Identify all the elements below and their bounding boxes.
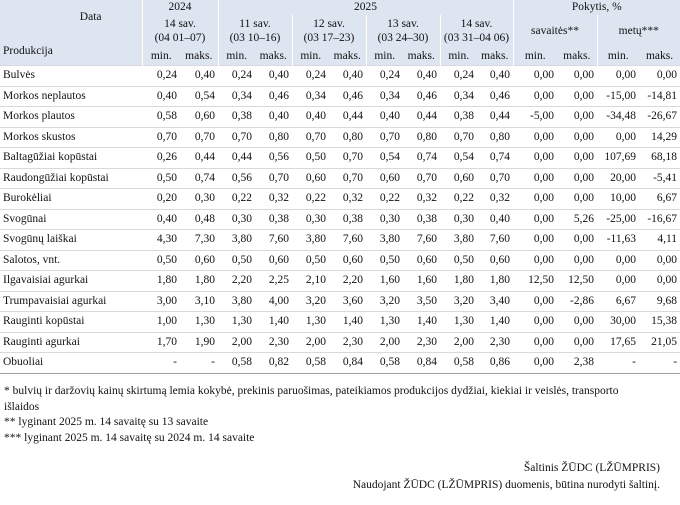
min-price-cell: 0,24 <box>218 66 255 87</box>
max-price-cell: 0,80 <box>477 127 513 148</box>
product-name: Svogūnų laiškai <box>0 230 142 251</box>
min-price-cell: 0,70 <box>366 127 403 148</box>
footnote: ** lyginant 2025 m. 14 savaitę su 13 savaite <box>4 416 209 428</box>
max-price-cell: 0,00 <box>557 250 597 271</box>
max-price-cell: 0,60 <box>180 250 218 271</box>
max-price-cell: -2,86 <box>557 291 597 312</box>
max-price-cell: 2,25 <box>255 271 292 292</box>
max-price-cell: 1,90 <box>180 332 218 353</box>
max-price-cell: 2,30 <box>329 332 366 353</box>
week-header: 13 sav. (03 24–30) <box>366 15 440 47</box>
min-price-cell: 0,00 <box>513 66 557 87</box>
min-price-cell: 0,58 <box>142 107 180 128</box>
min-price-cell: 0,24 <box>440 66 477 87</box>
min-price-cell: 0,60 <box>366 168 403 189</box>
min-price-cell: 0,00 <box>513 250 557 271</box>
max-price-cell: 0,40 <box>477 209 513 230</box>
product-name: Rauginti kopūstai <box>0 312 142 333</box>
max-price-cell: -26,67 <box>639 107 680 128</box>
yearly-change-header: metų*** <box>597 15 680 47</box>
max-price-cell: 0,80 <box>403 127 440 148</box>
max-price-cell: 0,00 <box>639 271 680 292</box>
max-price-cell: 0,40 <box>403 66 440 87</box>
max-price-cell: 0,70 <box>477 168 513 189</box>
min-price-cell: 0,34 <box>366 86 403 107</box>
min-price-cell: 0,00 <box>597 127 639 148</box>
max-price-cell: 1,30 <box>180 312 218 333</box>
min-price-cell: 0,40 <box>142 86 180 107</box>
min-price-cell: - <box>142 353 180 374</box>
min-price-cell: 0,44 <box>218 148 255 169</box>
min-price-cell: 10,00 <box>597 189 639 210</box>
table-row <box>0 107 680 128</box>
max-price-cell: 0,00 <box>557 127 597 148</box>
min-price-cell: 0,24 <box>292 66 329 87</box>
table-row <box>0 168 680 189</box>
max-price-cell: 0,46 <box>329 86 366 107</box>
min-header: min. <box>218 47 255 66</box>
week-header: 14 sav. (04 01–07) <box>142 15 218 47</box>
max-price-cell: 3,50 <box>403 291 440 312</box>
min-price-cell: 3,20 <box>440 291 477 312</box>
min-price-cell: 1,30 <box>440 312 477 333</box>
min-price-cell: 0,00 <box>513 209 557 230</box>
min-price-cell: 12,50 <box>513 271 557 292</box>
product-name: Morkos plautos <box>0 107 142 128</box>
max-price-cell: 0,82 <box>255 353 292 374</box>
min-price-cell: 0,56 <box>218 168 255 189</box>
min-price-cell: 0,70 <box>440 127 477 148</box>
max-price-cell: 0,40 <box>477 66 513 87</box>
min-price-cell: 0,50 <box>292 148 329 169</box>
min-price-cell: 0,70 <box>218 127 255 148</box>
max-price-cell: 0,00 <box>557 66 597 87</box>
footnotes <box>4 384 654 446</box>
max-price-cell: 2,38 <box>557 353 597 374</box>
max-price-cell: 0,86 <box>477 353 513 374</box>
min-price-cell: 3,80 <box>440 230 477 251</box>
min-price-cell: 3,20 <box>366 291 403 312</box>
min-price-cell: 0,00 <box>597 271 639 292</box>
max-price-cell: -14,81 <box>639 86 680 107</box>
min-price-cell: 0,00 <box>513 148 557 169</box>
max-price-cell: 1,40 <box>477 312 513 333</box>
max-price-cell: 0,40 <box>180 66 218 87</box>
min-price-cell: 0,58 <box>366 353 403 374</box>
max-price-cell: 0,70 <box>255 168 292 189</box>
max-header: maks. <box>180 47 218 66</box>
max-price-cell: 0,74 <box>180 168 218 189</box>
min-price-cell: 3,20 <box>292 291 329 312</box>
table-row <box>0 66 680 87</box>
min-header: min. <box>142 47 180 66</box>
year-2025-header: 2025 <box>218 0 513 15</box>
min-price-cell: 0,38 <box>218 107 255 128</box>
min-price-cell: 0,00 <box>513 168 557 189</box>
max-price-cell: 0,32 <box>255 189 292 210</box>
table-row <box>0 291 680 312</box>
max-price-cell: 0,32 <box>329 189 366 210</box>
max-header: maks. <box>329 47 366 66</box>
source-note <box>353 460 660 494</box>
table-row <box>0 148 680 169</box>
min-price-cell: 2,00 <box>292 332 329 353</box>
min-price-cell: 3,80 <box>218 291 255 312</box>
min-price-cell: 1,30 <box>366 312 403 333</box>
table-row <box>0 250 680 271</box>
max-price-cell: 0,00 <box>639 250 680 271</box>
max-price-cell: 0,74 <box>477 148 513 169</box>
min-price-cell: 2,20 <box>218 271 255 292</box>
min-price-cell: 0,34 <box>218 86 255 107</box>
min-price-cell: 0,50 <box>142 250 180 271</box>
product-name: Bulvės <box>0 66 142 87</box>
min-price-cell: 0,00 <box>597 66 639 87</box>
max-price-cell: 0,32 <box>403 189 440 210</box>
min-price-cell: 3,80 <box>292 230 329 251</box>
max-price-cell: 0,60 <box>180 107 218 128</box>
min-price-cell: 2,00 <box>366 332 403 353</box>
min-price-cell: 1,30 <box>292 312 329 333</box>
footnote: * bulvių ir daržovių kainų skirtumą lemia kokybė, prekinis paruošimas, pateikiamos produkcijos dydžiai, kiekiai ir veislės, transporto išlaidos <box>4 385 619 413</box>
min-price-cell: -15,00 <box>597 86 639 107</box>
max-price-cell: -5,41 <box>639 168 680 189</box>
min-price-cell: -11,63 <box>597 230 639 251</box>
min-price-cell: -25,00 <box>597 209 639 230</box>
min-price-cell: 0,00 <box>513 86 557 107</box>
table-row <box>0 127 680 148</box>
product-name: Rauginti agurkai <box>0 332 142 353</box>
max-price-cell: - <box>639 353 680 374</box>
table-row <box>0 230 680 251</box>
min-price-cell: 0,60 <box>292 168 329 189</box>
product-name: Salotos, vnt. <box>0 250 142 271</box>
max-price-cell: 0,00 <box>557 312 597 333</box>
max-header: maks. <box>557 47 597 66</box>
min-price-cell: 1,30 <box>218 312 255 333</box>
min-price-cell: 2,10 <box>292 271 329 292</box>
max-price-cell: 7,60 <box>329 230 366 251</box>
max-price-cell: 0,60 <box>255 250 292 271</box>
max-price-cell: 12,50 <box>557 271 597 292</box>
max-price-cell: 6,67 <box>639 189 680 210</box>
max-price-cell: 0,46 <box>477 86 513 107</box>
max-price-cell: 0,40 <box>255 66 292 87</box>
max-price-cell: 0,84 <box>329 353 366 374</box>
max-price-cell: 7,30 <box>180 230 218 251</box>
max-price-cell: 7,60 <box>403 230 440 251</box>
min-price-cell: 0,34 <box>440 86 477 107</box>
week-header: 11 sav. (03 10–16) <box>218 15 292 47</box>
max-price-cell: 0,38 <box>403 209 440 230</box>
max-price-cell: 3,60 <box>329 291 366 312</box>
source-line: Šaltinis ŽŪDC (LŽŪMPRIS) <box>523 462 660 474</box>
max-price-cell: 0,70 <box>403 168 440 189</box>
min-price-cell: 3,80 <box>218 230 255 251</box>
min-price-cell: 0,20 <box>142 189 180 210</box>
max-price-cell: 0,44 <box>329 107 366 128</box>
max-price-cell: 0,80 <box>329 127 366 148</box>
max-price-cell: 21,05 <box>639 332 680 353</box>
max-price-cell: 0,54 <box>180 86 218 107</box>
table-row <box>0 312 680 333</box>
min-header: min. <box>513 47 557 66</box>
max-price-cell: 0,00 <box>557 86 597 107</box>
max-price-cell: 9,68 <box>639 291 680 312</box>
max-price-cell: 0,70 <box>329 168 366 189</box>
max-price-cell: 1,40 <box>329 312 366 333</box>
min-price-cell: 0,70 <box>292 127 329 148</box>
max-price-cell: 14,29 <box>639 127 680 148</box>
min-header: min. <box>292 47 329 66</box>
product-name: Burokėliai <box>0 189 142 210</box>
max-price-cell: 0,40 <box>255 107 292 128</box>
max-price-cell: 0,00 <box>557 332 597 353</box>
min-price-cell: 0,00 <box>513 312 557 333</box>
min-price-cell: -5,00 <box>513 107 557 128</box>
min-price-cell: 0,22 <box>292 189 329 210</box>
weekly-change-header: savaitės** <box>513 15 597 47</box>
max-price-cell: 0,46 <box>255 86 292 107</box>
product-header: Produkcija <box>3 45 53 57</box>
product-name: Svogūnai <box>0 209 142 230</box>
min-header: min. <box>597 47 639 66</box>
min-price-cell: 0,30 <box>292 209 329 230</box>
min-price-cell: 3,00 <box>142 291 180 312</box>
min-price-cell: 107,69 <box>597 148 639 169</box>
min-price-cell: 0,50 <box>440 250 477 271</box>
min-price-cell: 6,67 <box>597 291 639 312</box>
max-price-cell: 0,38 <box>329 209 366 230</box>
max-price-cell: 0,80 <box>255 127 292 148</box>
max-price-cell: 0,00 <box>557 148 597 169</box>
min-price-cell: 30,00 <box>597 312 639 333</box>
week-header: 12 sav. (03 17–23) <box>292 15 366 47</box>
max-price-cell: 15,38 <box>639 312 680 333</box>
min-price-cell: 0,50 <box>366 250 403 271</box>
min-price-cell: 4,30 <box>142 230 180 251</box>
min-price-cell: 1,80 <box>142 271 180 292</box>
min-price-cell: 0,26 <box>142 148 180 169</box>
min-price-cell: 0,24 <box>366 66 403 87</box>
min-price-cell: 2,00 <box>440 332 477 353</box>
min-price-cell: 0,00 <box>513 189 557 210</box>
min-price-cell: 0,50 <box>142 168 180 189</box>
min-price-cell: 0,50 <box>218 250 255 271</box>
min-price-cell: 0,50 <box>292 250 329 271</box>
max-price-cell: 5,26 <box>557 209 597 230</box>
max-price-cell: - <box>180 353 218 374</box>
min-header: min. <box>440 47 477 66</box>
max-price-cell: 0,40 <box>329 66 366 87</box>
min-price-cell: 20,00 <box>597 168 639 189</box>
max-price-cell: 0,32 <box>477 189 513 210</box>
min-price-cell: 0,38 <box>440 107 477 128</box>
min-price-cell: 0,70 <box>142 127 180 148</box>
max-price-cell: 0,44 <box>477 107 513 128</box>
max-price-cell: 1,60 <box>403 271 440 292</box>
max-price-cell: 0,60 <box>403 250 440 271</box>
min-price-cell: 3,80 <box>366 230 403 251</box>
max-header: maks. <box>403 47 440 66</box>
max-header: maks. <box>639 47 680 66</box>
product-name: Morkos neplautos <box>0 86 142 107</box>
max-price-cell: 0,00 <box>557 168 597 189</box>
max-price-cell: 2,30 <box>477 332 513 353</box>
min-price-cell: 0,34 <box>292 86 329 107</box>
table-row <box>0 86 680 107</box>
max-price-cell: 1,80 <box>180 271 218 292</box>
product-name: Raudongūžiai kopūstai <box>0 168 142 189</box>
min-price-cell: 1,00 <box>142 312 180 333</box>
max-price-cell: 0,30 <box>180 189 218 210</box>
min-price-cell: 0,22 <box>366 189 403 210</box>
product-name: Morkos skustos <box>0 127 142 148</box>
max-header: maks. <box>255 47 292 66</box>
max-price-cell: 0,44 <box>403 107 440 128</box>
min-price-cell: 1,60 <box>366 271 403 292</box>
min-price-cell: - <box>597 353 639 374</box>
table-row <box>0 271 680 292</box>
max-price-cell: 0,00 <box>557 230 597 251</box>
header-corner <box>0 0 142 66</box>
min-price-cell: 17,65 <box>597 332 639 353</box>
max-price-cell: 0,46 <box>403 86 440 107</box>
product-name: Ilgavaisiai agurkai <box>0 271 142 292</box>
max-price-cell: 1,80 <box>477 271 513 292</box>
min-price-cell: 0,00 <box>513 332 557 353</box>
product-name: Baltagūžiai kopūstai <box>0 148 142 169</box>
change-header: Pokytis, % <box>513 0 680 15</box>
max-price-cell: 0,84 <box>403 353 440 374</box>
max-price-cell: 0,38 <box>255 209 292 230</box>
min-price-cell: -34,48 <box>597 107 639 128</box>
min-price-cell: 0,58 <box>218 353 255 374</box>
data-header: Data <box>79 11 102 23</box>
max-price-cell: -16,67 <box>639 209 680 230</box>
min-price-cell: 0,58 <box>440 353 477 374</box>
max-price-cell: 0,60 <box>477 250 513 271</box>
min-price-cell: 0,00 <box>513 230 557 251</box>
max-price-cell: 0,44 <box>180 148 218 169</box>
product-name: Trumpavaisiai agurkai <box>0 291 142 312</box>
max-price-cell: 0,48 <box>180 209 218 230</box>
table-body <box>0 66 680 374</box>
max-price-cell: 0,00 <box>557 107 597 128</box>
min-price-cell: 0,58 <box>292 353 329 374</box>
max-price-cell: 0,70 <box>180 127 218 148</box>
year-2024-header: 2024 <box>142 0 218 15</box>
min-price-cell: 0,40 <box>142 209 180 230</box>
min-price-cell: 1,80 <box>440 271 477 292</box>
footnote: *** lyginant 2025 m. 14 savaitę su 2024 m. 14 savaite <box>4 431 255 444</box>
max-price-cell: 7,60 <box>255 230 292 251</box>
min-price-cell: 0,60 <box>440 168 477 189</box>
max-price-cell: 2,30 <box>255 332 292 353</box>
min-price-cell: 1,70 <box>142 332 180 353</box>
max-price-cell: 2,30 <box>403 332 440 353</box>
max-price-cell: 4,11 <box>639 230 680 251</box>
max-price-cell: 0,60 <box>329 250 366 271</box>
min-price-cell: 0,22 <box>440 189 477 210</box>
min-header: min. <box>366 47 403 66</box>
min-price-cell: 0,00 <box>513 353 557 374</box>
max-price-cell: 1,40 <box>255 312 292 333</box>
product-name: Obuoliai <box>0 353 142 374</box>
max-header: maks. <box>477 47 513 66</box>
min-price-cell: 0,00 <box>513 291 557 312</box>
min-price-cell: 0,00 <box>513 127 557 148</box>
min-price-cell: 0,40 <box>292 107 329 128</box>
table-row <box>0 189 680 210</box>
max-price-cell: 68,18 <box>639 148 680 169</box>
min-price-cell: 0,30 <box>366 209 403 230</box>
max-price-cell: 3,40 <box>477 291 513 312</box>
min-price-cell: 0,00 <box>597 250 639 271</box>
max-price-cell: 0,70 <box>329 148 366 169</box>
min-price-cell: 0,22 <box>218 189 255 210</box>
min-price-cell: 0,40 <box>366 107 403 128</box>
max-price-cell: 7,60 <box>477 230 513 251</box>
max-price-cell: 1,40 <box>403 312 440 333</box>
min-price-cell: 0,30 <box>440 209 477 230</box>
max-price-cell: 2,20 <box>329 271 366 292</box>
max-price-cell: 4,00 <box>255 291 292 312</box>
max-price-cell: 3,10 <box>180 291 218 312</box>
table-row <box>0 332 680 353</box>
table-row <box>0 209 680 230</box>
max-price-cell: 0,56 <box>255 148 292 169</box>
week-header: 14 sav. (03 31–04 06) <box>440 15 513 47</box>
min-price-cell: 0,30 <box>218 209 255 230</box>
min-price-cell: 0,54 <box>440 148 477 169</box>
max-price-cell: 0,00 <box>639 66 680 87</box>
max-price-cell: 0,00 <box>557 189 597 210</box>
max-price-cell: 0,74 <box>403 148 440 169</box>
min-price-cell: 2,00 <box>218 332 255 353</box>
source-disclaimer: Naudojant ŽŪDC (LŽŪMPRIS) duomenis, būtina nurodyti šaltinį. <box>352 479 660 491</box>
min-price-cell: 0,54 <box>366 148 403 169</box>
table-row <box>0 353 680 374</box>
min-price-cell: 0,24 <box>142 66 180 87</box>
